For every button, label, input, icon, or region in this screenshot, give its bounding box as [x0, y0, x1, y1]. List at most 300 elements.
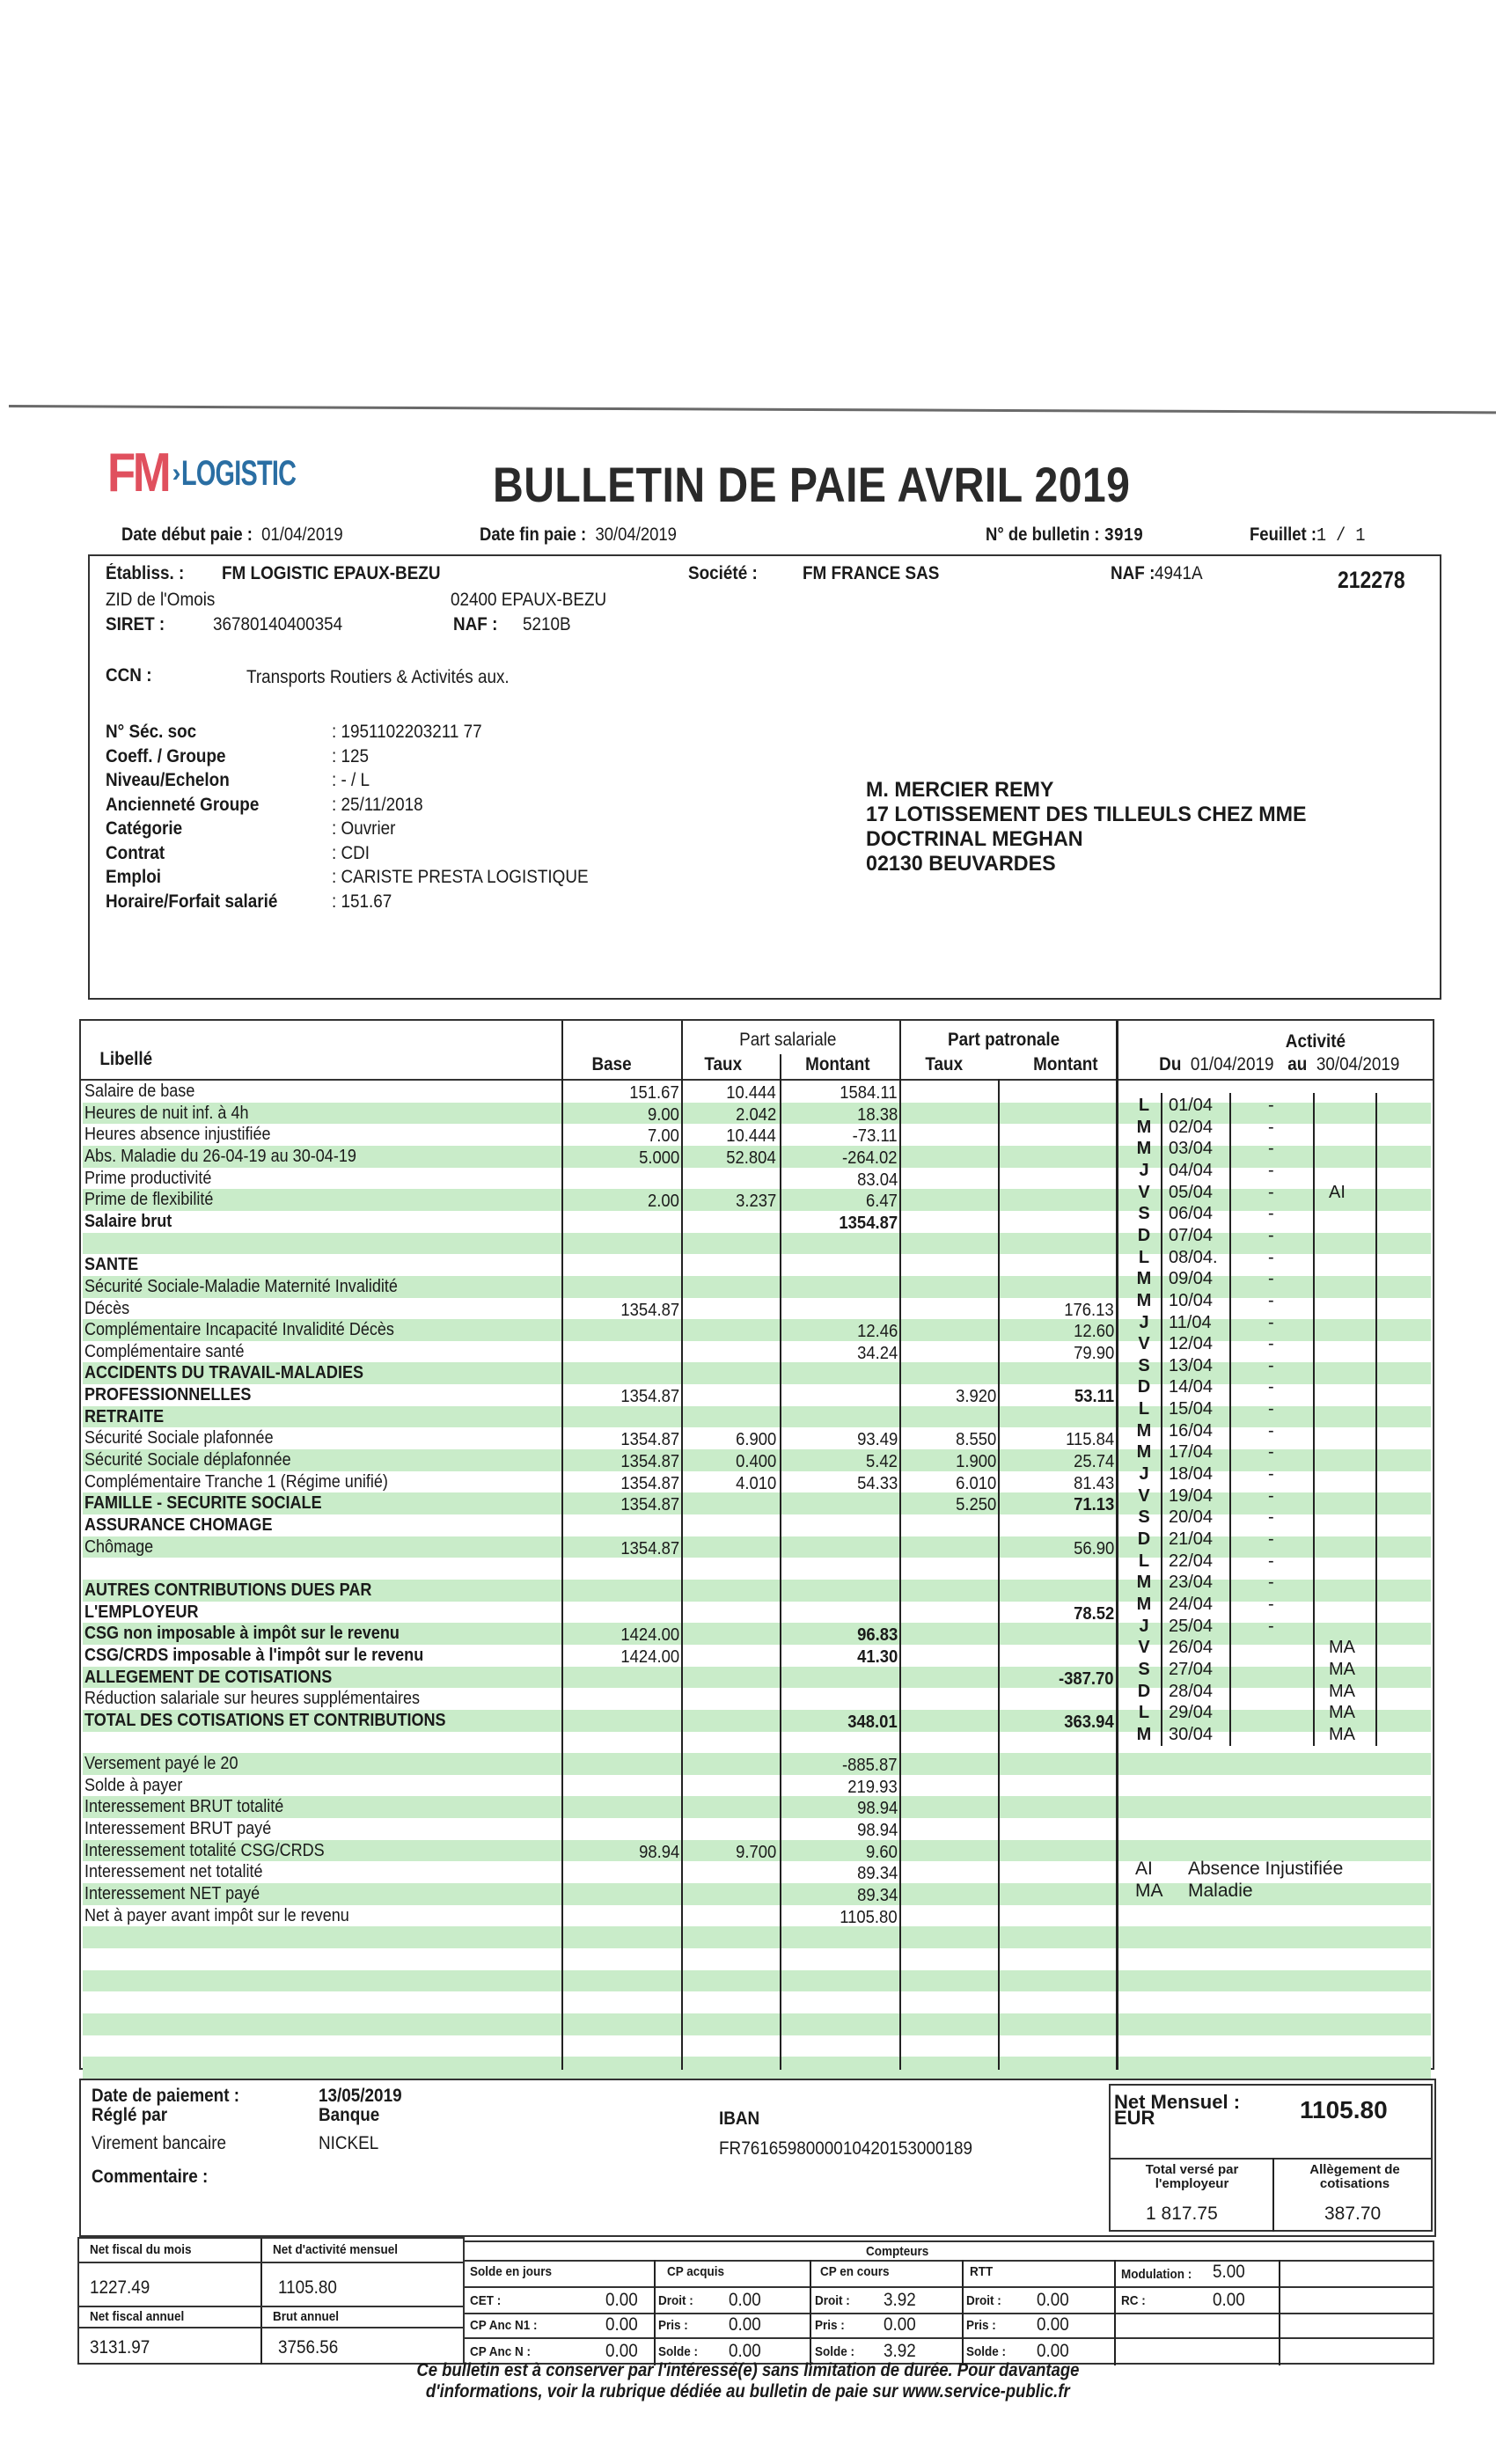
calendar-activity: -: [1268, 1312, 1274, 1332]
calendar-date: 26/04: [1169, 1638, 1214, 1658]
calendar-date: 12/04: [1169, 1334, 1214, 1354]
calendar-weekday: J: [1139, 1616, 1149, 1636]
col-taux-p: Taux: [925, 1054, 964, 1074]
iban-value: FR7616598000010420153000189: [719, 2138, 972, 2159]
calendar-date: 07/04: [1169, 1225, 1214, 1245]
cal-divider: [1313, 1093, 1315, 1746]
employer-postcode-city: 02400 EPAUX-BEZU: [451, 590, 607, 610]
calendar-activity: -: [1268, 1529, 1274, 1549]
calendar-date: 22/04: [1169, 1551, 1214, 1571]
cell-montant-p: 79.90: [1073, 1342, 1114, 1363]
cell-base: 1354.87: [620, 1299, 679, 1320]
cell-montant-s: 83.04: [856, 1169, 898, 1190]
rtt-solde-label: Solde :: [966, 2344, 1007, 2359]
calendar-activity: -: [1268, 1096, 1274, 1115]
acq-droit-value: 0.00: [729, 2290, 761, 2310]
net-mensuel-box: [1109, 2084, 1433, 2232]
cp-anc-n1-label: CP Anc N1 :: [470, 2318, 538, 2333]
calendar-weekday: D: [1137, 1681, 1151, 1701]
calendar-date: 18/04: [1169, 1464, 1214, 1485]
calendar-absence-code: MA: [1329, 1681, 1355, 1701]
calendar-weekday: S: [1138, 1659, 1150, 1679]
rtt-droit-value: 0.00: [1037, 2290, 1069, 2310]
employee-field-label: Emploi: [106, 867, 162, 887]
calendar-activity: -: [1268, 1573, 1274, 1593]
col-divider: [681, 1021, 683, 2070]
col-taux-s: Taux: [704, 1054, 743, 1074]
rc-value: 0.00: [1213, 2290, 1245, 2310]
row-stripe: [83, 1926, 1431, 1948]
row-label: Réduction salariale sur heures supplémentaires: [84, 1688, 421, 1709]
divider: [465, 2286, 1434, 2288]
cell-taux-s: 6.900: [735, 1429, 776, 1450]
cell-base: 1424.00: [620, 1646, 679, 1667]
cell-taux-p: 6.010: [955, 1472, 996, 1493]
rtt-pris-value: 0.00: [1037, 2314, 1069, 2335]
row-label: RETRAITE: [84, 1405, 165, 1426]
payslip-table: [79, 1019, 1434, 2070]
employee-field-label: Ancienneté Groupe: [106, 794, 260, 815]
cell-base: 1354.87: [620, 1537, 679, 1558]
divider: [1279, 2260, 1280, 2365]
cell-montant-s: 12.46: [856, 1321, 898, 1342]
page-title: BULLETIN DE PAIE AVRIL 2019: [493, 457, 1131, 512]
cours-droit-label: Droit :: [815, 2293, 850, 2308]
calendar-date: 17/04: [1169, 1442, 1214, 1463]
employee-field-label: Niveau/Echelon: [106, 770, 230, 790]
payment-date-label: Date de paiement :: [92, 2086, 240, 2106]
row-label: AUTRES CONTRIBUTIONS DUES PAR: [84, 1579, 372, 1600]
counters-title: Compteurs: [866, 2244, 929, 2259]
calendar-date: 28/04: [1169, 1681, 1214, 1701]
societe-value: FM FRANCE SAS: [803, 563, 940, 583]
col-activite: Activité: [1285, 1031, 1346, 1052]
ccn-label: CCN :: [106, 665, 152, 686]
calendar-date: 03/04: [1169, 1139, 1214, 1159]
cell-montant-p: 115.84: [1065, 1429, 1114, 1450]
col-divider: [899, 1021, 901, 2070]
calendar-absence-code: MA: [1329, 1703, 1355, 1723]
naf-label: NAF :: [453, 614, 498, 634]
cp-anc-n-value: 0.00: [605, 2341, 638, 2361]
employee-field-label: Horaire/Forfait salarié: [106, 891, 278, 912]
divider: [465, 2337, 1434, 2339]
cell-taux-s: 4.010: [735, 1472, 776, 1493]
col-divider: [998, 1079, 1000, 2070]
calendar-weekday: D: [1137, 1377, 1151, 1397]
legend-code: MA: [1135, 1880, 1163, 1901]
cell-base: 9.00: [648, 1104, 679, 1125]
row-stripe: [83, 1753, 1431, 1775]
cell-base: 1354.87: [620, 1386, 679, 1407]
col-base: Base: [591, 1054, 632, 1074]
calendar-weekday: J: [1139, 1312, 1149, 1332]
cal-divider: [1161, 1093, 1162, 1746]
calendar-weekday: M: [1136, 1269, 1152, 1289]
cal-divider: [1229, 1093, 1231, 1746]
employee-field-label: Contrat: [106, 842, 165, 863]
naf2-value: 4941A: [1155, 563, 1203, 583]
employee-field-value: : 125: [332, 745, 370, 766]
legend-label: Maladie: [1188, 1880, 1253, 1901]
row-stripe: [83, 2013, 1431, 2035]
employee-address: [866, 778, 1307, 876]
feuillet: Feuillet :1 / 1: [1250, 524, 1366, 546]
employee-field-value: : - / L: [332, 770, 370, 790]
calendar-date: 27/04: [1169, 1659, 1214, 1679]
commentaire-label: Commentaire :: [92, 2167, 209, 2187]
divider: [962, 2260, 964, 2365]
cell-taux-p: 5.250: [955, 1494, 996, 1515]
row-stripe: [83, 1970, 1431, 1992]
cell-base: 151.67: [629, 1082, 679, 1103]
row-label: Net à payer avant impôt sur le revenu: [84, 1904, 349, 1925]
calendar-weekday: M: [1136, 1442, 1152, 1463]
row-label: PROFESSIONNELLES: [84, 1384, 252, 1405]
calendar-date: 02/04: [1169, 1117, 1214, 1137]
cours-solde-label: Solde :: [815, 2344, 855, 2359]
cell-montant-p: 71.13: [1073, 1494, 1114, 1515]
calendar-weekday: V: [1138, 1638, 1150, 1658]
cell-montant-p: 25.74: [1073, 1451, 1114, 1472]
row-stripe: [83, 2057, 1431, 2079]
calendar-weekday: V: [1138, 1182, 1150, 1202]
cell-montant-s: 34.24: [856, 1342, 898, 1363]
cell-montant-p: 78.52: [1073, 1602, 1114, 1624]
calendar-date: 15/04: [1169, 1399, 1214, 1419]
cet-label: CET :: [470, 2293, 502, 2308]
row-label: TOTAL DES COTISATIONS ET CONTRIBUTIONS: [84, 1709, 446, 1730]
total-verse-label: Total versé par l'employeur: [1145, 2162, 1239, 2191]
row-label: Interessement BRUT payé: [84, 1818, 272, 1839]
cell-montant-p: -387.70: [1059, 1668, 1114, 1689]
row-label: FAMILLE - SECURITE SOCIALE: [84, 1492, 322, 1514]
calendar-date: 04/04: [1169, 1160, 1214, 1180]
header-divider: [81, 1079, 1433, 1081]
cell-montant-s: 96.83: [856, 1624, 898, 1646]
row-label: Prime productivité: [84, 1167, 212, 1188]
regle-par: Banque: [319, 2105, 380, 2125]
calendar-weekday: V: [1138, 1485, 1150, 1506]
row-label: Interessement totalité CSG/CRDS: [84, 1839, 325, 1860]
address-line: 17 LOTISSEMENT DES TILLEULS CHEZ MME: [866, 803, 1307, 826]
cell-montant-s: 9.60: [866, 1841, 898, 1862]
calendar-weekday: M: [1136, 1290, 1152, 1310]
brut-annuel-label: Brut annuel: [273, 2309, 340, 2324]
acq-solde-label: Solde :: [658, 2344, 699, 2359]
employee-field-label: N° Séc. soc: [106, 722, 197, 742]
cell-montant-s: -73.11: [853, 1126, 898, 1147]
divider: [260, 2239, 262, 2365]
row-label: Sécurité Sociale déplafonnée: [84, 1449, 291, 1470]
calendar-activity: -: [1268, 1377, 1274, 1397]
legend-code: AI: [1135, 1859, 1153, 1879]
row-label: Sécurité Sociale-Maladie Maternité Invalidité: [84, 1275, 398, 1296]
row-label: Heures absence injustifiée: [84, 1124, 271, 1145]
row-label: Sécurité Sociale plafonnée: [84, 1427, 274, 1448]
row-stripe: [83, 1796, 1431, 1818]
row-label: Complémentaire Tranche 1 (Régime unifié): [84, 1470, 388, 1492]
siret-value: 36780140400354: [213, 614, 343, 634]
payment-date: 13/05/2019: [319, 2086, 402, 2106]
calendar-absence-code: AI: [1329, 1182, 1346, 1202]
calendar-activity: -: [1268, 1420, 1274, 1441]
calendar-activity: -: [1268, 1507, 1274, 1528]
calendar-weekday: L: [1138, 1551, 1150, 1571]
cell-montant-p: 81.43: [1073, 1472, 1114, 1493]
calendar-activity: -: [1268, 1594, 1274, 1614]
row-label: Interessement net totalité: [84, 1861, 263, 1882]
rtt-label: RTT: [970, 2264, 994, 2279]
divider: [79, 2262, 465, 2263]
calendar-activity: -: [1268, 1182, 1274, 1202]
net-mensuel-value: 1105.80: [1300, 2096, 1388, 2123]
naf2-label: NAF :: [1111, 563, 1155, 583]
cell-montant-p: 12.60: [1073, 1321, 1114, 1342]
net-mensuel-label: Net Mensuel : EUR: [1114, 2091, 1241, 2129]
cell-taux-s: 9.700: [735, 1841, 776, 1862]
cell-taux-s: 3.237: [735, 1191, 776, 1212]
calendar-activity: -: [1268, 1117, 1274, 1137]
etabliss-label: Établiss. :: [106, 563, 185, 583]
employee-field-value: : CARISTE PRESTA LOGISTIQUE: [332, 867, 589, 887]
calendar-date: 19/04: [1169, 1485, 1214, 1506]
row-label: CSG non imposable à impôt sur le revenu: [84, 1623, 400, 1644]
calendar-weekday: S: [1138, 1507, 1150, 1528]
cell-montant-s: 1354.87: [839, 1212, 898, 1233]
employer-employee-box: [88, 554, 1441, 1000]
calendar-date: 08/04.: [1169, 1247, 1218, 1267]
calendar-date: 11/04: [1169, 1312, 1212, 1332]
calendar-activity: -: [1268, 1355, 1274, 1375]
net-fiscal-annuel: 3131.97: [90, 2337, 150, 2358]
calendar-activity: -: [1268, 1225, 1274, 1245]
row-label: Chômage: [84, 1536, 154, 1557]
calendar-weekday: L: [1138, 1399, 1150, 1419]
row-label: Prime de flexibilité: [84, 1189, 214, 1210]
row-label: Complémentaire Incapacité Invalidité Décès: [84, 1319, 394, 1340]
paper-edge: [9, 405, 1496, 414]
acq-pris-label: Pris :: [658, 2318, 688, 2333]
rtt-droit-label: Droit :: [966, 2293, 1001, 2308]
cell-taux-p: 8.550: [955, 1429, 996, 1450]
calendar-activity: -: [1268, 1464, 1274, 1485]
cell-base: 1354.87: [620, 1429, 679, 1450]
rtt-solde-value: 0.00: [1037, 2341, 1069, 2361]
calendar-weekday: M: [1136, 1117, 1152, 1137]
societe-label: Société :: [688, 563, 758, 583]
cell-montant-s: 54.33: [856, 1472, 898, 1493]
cours-droit-value: 3.92: [884, 2290, 916, 2310]
cp-anc-n1-value: 0.00: [605, 2314, 638, 2335]
calendar-absence-code: MA: [1329, 1724, 1355, 1744]
calendar-date: 10/04: [1169, 1290, 1214, 1310]
row-label: Versement payé le 20: [84, 1753, 238, 1774]
row-label: ACCIDENTS DU TRAVAIL-MALADIES: [84, 1362, 364, 1383]
calendar-activity: -: [1268, 1247, 1274, 1267]
siret-label: SIRET :: [106, 614, 165, 634]
cell-montant-s: 348.01: [847, 1711, 898, 1732]
calendar-date: 06/04: [1169, 1204, 1214, 1224]
cours-pris-label: Pris :: [815, 2318, 845, 2333]
calendar-activity: -: [1268, 1160, 1274, 1180]
calendar-date: 24/04: [1169, 1594, 1214, 1614]
calendar-activity: -: [1268, 1616, 1274, 1636]
cell-montant-s: -885.87: [842, 1755, 898, 1776]
logo-arrow-icon: ›: [172, 458, 181, 488]
cell-taux-p: 3.920: [955, 1386, 996, 1407]
cours-solde-value: 3.92: [884, 2341, 916, 2361]
calendar-date: 25/04: [1169, 1616, 1214, 1636]
calendar-activity: -: [1268, 1334, 1274, 1354]
row-label: ALLEGEMENT DE COTISATIONS: [84, 1666, 333, 1687]
cell-montant-p: 176.13: [1064, 1299, 1114, 1320]
cell-montant-s: 1584.11: [840, 1082, 898, 1103]
calendar-date: 30/04: [1169, 1724, 1214, 1744]
calendar-date: 05/04: [1169, 1182, 1214, 1202]
divider: [810, 2260, 811, 2365]
date-fin: Date fin paie : 30/04/2019: [480, 524, 677, 545]
address-line: 02130 BEUVARDES: [866, 852, 1056, 876]
divider: [654, 2260, 656, 2365]
calendar-date: 16/04: [1169, 1420, 1214, 1441]
cell-montant-s: 98.94: [856, 1798, 898, 1819]
cp-acquis-label: CP acquis: [667, 2264, 725, 2279]
counters-box: [463, 2240, 1434, 2365]
employee-field-label: Catégorie: [106, 818, 183, 839]
naf-value: 5210B: [523, 614, 571, 634]
acq-solde-value: 0.00: [729, 2341, 761, 2361]
calendar-weekday: V: [1138, 1334, 1150, 1354]
net-fiscal-mois: 1227.49: [90, 2277, 150, 2298]
row-label: Solde à payer: [84, 1774, 183, 1795]
calendar-weekday: M: [1136, 1420, 1152, 1441]
cell-base: 98.94: [638, 1841, 679, 1862]
address-line: DOCTRINAL MEGHAN: [866, 827, 1083, 851]
cell-montant-p: 363.94: [1064, 1711, 1114, 1732]
calendar-activity: -: [1268, 1399, 1274, 1419]
total-verse-value: 1 817.75: [1146, 2204, 1218, 2224]
cell-base: 7.00: [648, 1126, 679, 1147]
divider: [79, 2327, 465, 2328]
logo-text: LOGISTIC: [180, 453, 296, 493]
divider: [1111, 2158, 1433, 2160]
calendar-date: 09/04: [1169, 1269, 1214, 1289]
row-label: Décès: [84, 1297, 130, 1318]
brut-annuel: 3756.56: [278, 2337, 339, 2358]
legal-notice: Ce bulletin est à conserver par l'intéressé(e) sans limitation de durée. Pour davantage d'informations, voir la rubrique dédiée au bulletin de paie sur www.service-public.fr: [416, 2360, 1080, 2402]
net-fiscal-mois-label: Net fiscal du mois: [90, 2242, 192, 2257]
calendar-absence-code: MA: [1329, 1659, 1355, 1679]
employee-field-value: : 25/11/2018: [332, 794, 423, 815]
row-label: Heures de nuit inf. à 4h: [84, 1102, 249, 1123]
net-fiscal-annuel-label: Net fiscal annuel: [90, 2309, 185, 2324]
calendar-date: 29/04: [1169, 1703, 1214, 1723]
row-label: Interessement BRUT totalité: [84, 1796, 284, 1817]
cell-montant-s: -264.02: [842, 1147, 898, 1168]
net-activite-label: Net d'activité mensuel: [273, 2242, 399, 2257]
rtt-pris-label: Pris :: [966, 2318, 996, 2333]
cal-divider: [1375, 1093, 1377, 1746]
cell-montant-s: 6.47: [866, 1191, 898, 1212]
calendar-activity: -: [1268, 1269, 1274, 1289]
calendar-activity: -: [1268, 1139, 1274, 1159]
logo-fm: FM: [107, 443, 169, 503]
row-label: SANTE: [84, 1254, 139, 1275]
calendar-weekday: M: [1136, 1139, 1152, 1159]
row-label: Interessement NET payé: [84, 1883, 260, 1904]
solde-jours-label: Solde en jours: [470, 2264, 553, 2279]
bank-name: NICKEL: [319, 2133, 379, 2153]
cell-montant-s: 89.34: [856, 1885, 898, 1906]
address-line: M. MERCIER REMY: [866, 778, 1054, 802]
cell-taux-s: 0.400: [735, 1451, 776, 1472]
cet-value: 0.00: [605, 2290, 638, 2310]
calendar-weekday: L: [1138, 1703, 1150, 1723]
cell-montant-s: 89.34: [856, 1863, 898, 1884]
cell-taux-p: 1.900: [955, 1451, 996, 1472]
cell-montant-s: 219.93: [847, 1776, 898, 1797]
cell-base: 1424.00: [620, 1624, 679, 1646]
employee-field-value: : 151.67: [332, 891, 392, 912]
calendar-activity: -: [1268, 1485, 1274, 1506]
calendar-date: 01/04: [1169, 1096, 1214, 1115]
cell-montant-s: 98.94: [856, 1820, 898, 1841]
calendar-weekday: S: [1138, 1355, 1150, 1375]
calendar-date: 14/04: [1169, 1377, 1214, 1397]
employee-field-value: : 1951102203211 77: [332, 722, 482, 742]
cell-montant-p: 53.11: [1074, 1386, 1114, 1407]
cell-montant-s: 93.49: [856, 1429, 898, 1450]
cell-taux-s: 2.042: [735, 1104, 776, 1125]
row-label: Salaire de base: [84, 1081, 195, 1101]
cell-taux-s: 10.444: [726, 1126, 776, 1147]
col-montant-s: Montant: [805, 1054, 870, 1074]
calendar-weekday: L: [1138, 1247, 1150, 1267]
calendar-date: 21/04: [1169, 1529, 1214, 1549]
modulation-value: 5.00: [1213, 2262, 1245, 2282]
cell-montant-s: 1105.80: [840, 1906, 898, 1927]
cell-montant-p: 56.90: [1073, 1537, 1114, 1558]
row-label: Salaire brut: [84, 1210, 172, 1231]
etabliss-value: FM LOGISTIC EPAUX-BEZU: [222, 563, 441, 583]
iban-label: IBAN: [719, 2108, 760, 2129]
calendar-weekday: L: [1138, 1096, 1150, 1115]
calendar-date: 13/04: [1169, 1355, 1214, 1375]
activite-period: Du 01/04/2019 au 30/04/2019: [1159, 1054, 1400, 1074]
calendar-weekday: D: [1137, 1529, 1151, 1549]
calendar-activity: -: [1268, 1442, 1274, 1463]
row-label: L'EMPLOYEUR: [84, 1601, 199, 1622]
cell-montant-s: 41.30: [856, 1646, 898, 1667]
row-label: CSG/CRDS imposable à l'impôt sur le revenu: [84, 1644, 424, 1665]
virement-label: Virement bancaire: [92, 2133, 227, 2153]
divider: [465, 2260, 1434, 2262]
col-part-patronale: Part patronale: [948, 1030, 1060, 1050]
employee-field-label: Coeff. / Groupe: [106, 745, 226, 766]
cell-taux-s: 10.444: [726, 1082, 776, 1103]
calendar-date: 23/04: [1169, 1573, 1214, 1593]
cell-base: 1354.87: [620, 1494, 679, 1515]
calendar-weekday: S: [1138, 1204, 1150, 1224]
cell-base: 5.000: [638, 1147, 679, 1168]
fiscal-summary-box: [77, 2237, 465, 2365]
rc-label: RC :: [1121, 2293, 1146, 2308]
net-activite: 1105.80: [278, 2277, 337, 2298]
col-libelle: Libellé: [99, 1049, 153, 1069]
row-label: ASSURANCE CHOMAGE: [84, 1514, 273, 1535]
row-label: Abs. Maladie du 26-04-19 au 30-04-19: [84, 1145, 356, 1166]
